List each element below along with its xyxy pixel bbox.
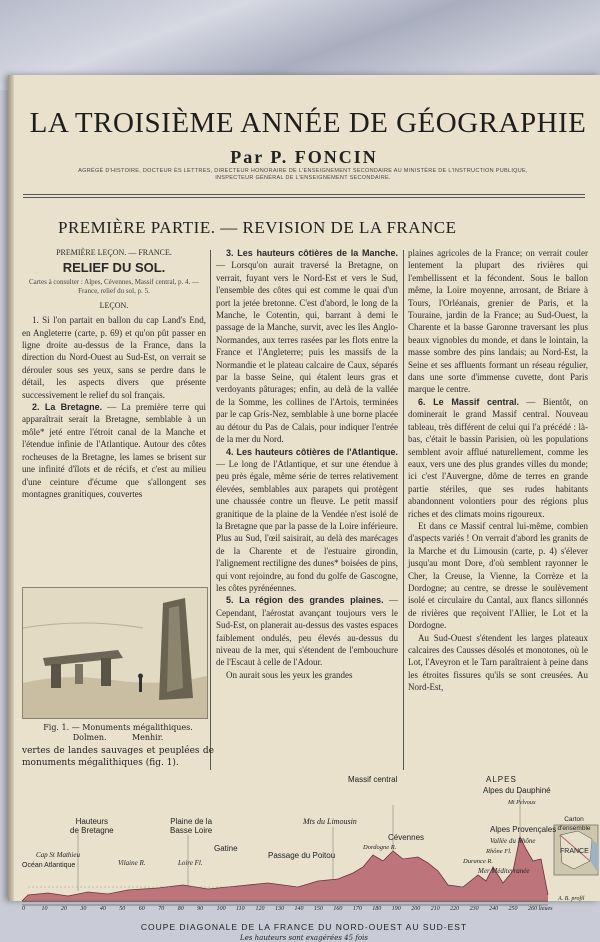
heading-atlantique: 4. Les hauteurs côtières de l'Atlantique. (226, 446, 398, 457)
paragraph-6-text: — Bientôt, on dominerait le grand Massif central. Nouveau tableau, très différent de celui qui l'a précédé : là-bas, c'était le bassin Parisien, où les populations semblent avoir afflué naturellement, comme les eaux, vers une des plus grandes villes du monde; ici c'est l'Auvergne, dôme de terres en grande partie stériles, que ses rudes habitants abandonnent volontiers pour des régions plus riches et des climats moins rigoureux. (408, 396, 588, 519)
paragraph-3 (216, 247, 398, 446)
distance-tick: 40 (99, 906, 106, 912)
distance-tick: 170 (352, 906, 362, 912)
distance-tick: 20 (60, 906, 67, 912)
credentials-line-1: AGRÉGÉ D'HISTOIRE, DOCTEUR ÈS LETTRES, DIRECTEUR HONORAIRE DE L'ENSEIGNEMENT SECONDAIRE AU MINISTÈRE DE L'INSTRUCTION PUBLIQUE, (78, 168, 528, 174)
part-title: PREMIÈRE PARTIE. — REVISION DE LA FRANCE (58, 218, 457, 237)
paragraph-1: 1. Si l'on partait en ballon du cap Land's End, en Angleterre (carte, p. 69) et qu'on pût passer en ligne droite au-dessus de la France, dans la direction du Nord-Ouest au Sud-Est, on verrait se dérouler sous ses yeux, sans se perdre dans le détail, les aspects divers que présente successivement le relief du sol français. (22, 315, 206, 400)
page-title: LA TROISIÈME ANNÉE DE GÉOGRAPHIE (29, 107, 587, 139)
column-3 (408, 247, 588, 694)
label-limousin: Mts du Limousin (303, 817, 357, 826)
distance-tick: 160 (333, 906, 343, 912)
column-rule-2 (403, 250, 404, 770)
label-france: FRANCE (560, 848, 589, 855)
distance-tick: 240 (489, 906, 499, 912)
paragraph-5-text: — Cependant, l'aérostat avançant toujours vers le Sud-Est, on planerait au-dessus des vastes espaces faiblement ondulés, peu élevés au-dessus du niveau de la mer, qui s'étendent de l'embouchure de l'Escaut à celle de l'Adour. (216, 595, 399, 668)
paragraph-2-text: — La première terre qui apparaîtrait serait la Bretagne, semblable à un môle* jeté entre l'étroit canal de la Manche et l'étendue infinie de l'Atlantique. Autour des côtes rocheuses de la Bretagne, les lames se brisent sur une infinité d'îlots et de récifs, et c'est au milieu d'une ceinture d'écume que s'allongent ses montagnes granitiques, couvertes (22, 402, 206, 499)
book-page (8, 75, 600, 942)
paragraph-6 (408, 396, 588, 520)
label-alpes-dauphine: Alpes du Dauphiné (483, 786, 551, 795)
label-vilaine: Vilaine R. (118, 859, 146, 867)
section-title: RELIEF DU SOL. (62, 260, 166, 276)
label-cap-mathieu: Cap St Mathieu (36, 851, 80, 859)
label-pelvoux: Mt Pelvoux (508, 800, 536, 806)
figure-megaliths (22, 587, 208, 719)
label-hauteurs-bretagne: Hauteurs de Bretagne (70, 817, 114, 835)
label-carton: Carton d'ensemble (557, 816, 591, 832)
figure-caption-title: Fig. 1. — Monuments mégalithiques. (43, 723, 193, 732)
distance-tick: 80 (177, 906, 184, 912)
lecon-label: LEÇON. (99, 300, 129, 310)
label-poitou: Passage du Poitou (268, 851, 336, 860)
distance-tick: 110 (236, 906, 245, 912)
distance-tick: 30 (80, 906, 87, 912)
distance-tick: 50 (119, 906, 126, 912)
column-1 (22, 247, 206, 500)
distance-tick: 0 (22, 906, 25, 912)
label-massif-central: Massif central (348, 775, 398, 784)
column-rule-1 (210, 250, 211, 770)
label-alpes-provencales: Alpes Provençales (490, 825, 557, 834)
profile-caption: COUPE DIAGONALE DE LA FRANCE DU NORD-OUEST AU SUD-EST (140, 922, 468, 932)
distance-tick: 140 (294, 906, 304, 912)
distance-tick: 150 (313, 906, 323, 912)
distance-tick: 230 (469, 906, 479, 912)
paragraph-4 (216, 446, 398, 595)
distance-tick: 130 (275, 906, 284, 912)
label-gatine: Gatine (214, 844, 238, 853)
paragraph-5b: On aurait sous les yeux les grandes (226, 669, 353, 680)
label-dordogne: Dordogne R. (363, 844, 397, 851)
paragraph-2-end: vertes de landes sauvages et peuplées de monuments mégalithiques (fig. 1). (22, 746, 214, 769)
author-credentials (63, 168, 543, 182)
distance-tick: 210 (430, 906, 440, 912)
distance-tick: 60 (138, 906, 145, 912)
profile-subcaption: Les hauteurs sont exagérées 45 fois (240, 934, 368, 942)
distance-tick: 200 (411, 906, 421, 912)
divider-top-2 (23, 197, 585, 198)
label-ocean: Océan Atlantique (22, 862, 76, 869)
label-rhone: Rhône Fl. (486, 848, 512, 855)
divider-top (23, 194, 585, 195)
paragraph-2 (22, 401, 206, 500)
label-mediterranee: Mer Méditerranée (478, 867, 530, 875)
heading-bretagne: 2. La Bretagne. (32, 402, 103, 413)
distance-tick: 250 (508, 906, 518, 912)
figure-caption (28, 723, 208, 743)
paragraph-3-text: — Lorsqu'on aurait traversé la Bretagne, on verrait, fuyant vers le Nord-Est et vers le Sud, l'ensemble des côtes qui est comme le quai d'un port la jetée bretonne. C'est d'abord, le long de la Manche, le Cotentin, qui, barrant à demi le passage de la Manche, survit, avec les îles Anglo-Normandes, aux terres rasées par les flots entre la France et l'Angleterre; puis les massifs de la Normandie et le plateau calcaire de Caux, séparés par la basse Seine, qui étalent leurs gras et verdoyants pâturages; enfin, au delà de la vallée de la Somme, les collines de l'Artois, terminées par le cap Gris-Nez, semblable à une borne placée au détour du Pas de Calais, pour indiquer l'entrée de la mer du Nord. (216, 260, 398, 445)
label-loire: Loire Fl. (178, 859, 203, 867)
heading-plaines: 5. La région des grandes plaines. (226, 595, 384, 606)
distance-tick: 100 (216, 906, 226, 912)
paragraph-4-text: — Le long de l'Atlantique, et sur une étendue à peu près égale, même série de terres relativement élevées, semblables aux parapets qui protègent une chaussée contre un fleuve. Le petit massif granitique de la plaine de la Vendée n'est isolé de la Bretagne que par la passe de la Loire inférieure. Plus au Sud, l'œil saisirait, au delà des marécages de la Charente et de l'estuaire girondin, l'alignement rectiligne des dunes* boisées de pins, qui vont rejoindre, au fond du golfe de Gascogne, les côtes pyrénéennes. (216, 458, 398, 593)
paragraph-5c: plaines agricoles de la France; on verrait couler lentement la plupart des rivières qui l'embellissent et la fécondent. Sous le ballon même, la Loire moyenne, arrosant, de Briare à Tours, l'Orléanais, grenier de Paris, et la Touraine, jardin de la France; au Sud-Ouest, la Charente et la basse Garonne traversant les plus beaux vignobles du monde, et dans le lointain, la masse sombre des pins landais; au Nord-Est, la Seine et ses affluents formant un réseau régulier, dans une sorte d'immense cuvette, dont Paris marque le centre. (408, 248, 588, 395)
megalith-illustration (23, 588, 207, 718)
label-cevennes: Cévennes (388, 833, 425, 842)
distance-tick: 90 (197, 906, 204, 912)
label-vallee-rhone: Vallée du Rhône (490, 837, 536, 845)
maps-to-consult: Cartes à consulter : Alpes, Cévennes, Massif central, p. 4. — France, relief du sol, p. 5. (28, 277, 200, 295)
distance-tick: 220 (450, 906, 460, 912)
figure-caption-labels: Dolmen. Menhir. (72, 733, 164, 742)
label-alpes: ALPES (486, 775, 517, 784)
paragraph-5 (216, 594, 398, 668)
distance-tick: 180 (372, 906, 382, 912)
label-scale: A. B. profil (558, 896, 585, 902)
author-line: Par P. FONCIN (230, 147, 378, 167)
lecon-heading: PREMIÈRE LEÇON. — FRANCE. (56, 248, 172, 257)
paragraph-7: Et dans ce Massif central lui-même, combien d'aspects variés ! On verrait d'abord les granits de la Marche et du Limousin (carte, p. 4) s'élever jusqu'au mont Dore, d'où semblent rayonner le Cher, la Creuse, la Vienne, la Corrèze et la Dordogne; au centre, se dresse le soulèvement isolé et circulaire du Cantal, aux flancs sillonnés de rivières que reçoivent l'Allier, le Lot et la Dordogne. (408, 520, 588, 631)
column-2 (216, 247, 398, 681)
distance-tick: 190 (391, 906, 401, 912)
heading-massif: 6. Le Massif central. (418, 396, 520, 407)
distance-tick: 70 (158, 906, 165, 912)
heading-manche: 3. Les hauteurs côtières de la Manche. (226, 248, 398, 258)
paragraph-8: Au Sud-Ouest s'étendent les larges plateaux calcaires des Causses désolés et monotones, où le Lot, l'Aveyron et le Tarn paraîtraient à peine dans les étroites fissures qu'ils se sont creusées. Au Nord-Est, (408, 632, 588, 693)
distance-tick: 120 (255, 906, 265, 912)
distance-tick: 260 lieues (528, 906, 553, 912)
distance-tick: 10 (41, 906, 48, 912)
label-plaine-loire: Plaine de la Basse Loire (170, 817, 213, 835)
label-durance: Durance R. (463, 858, 493, 865)
credentials-line-2: INSPECTEUR GÉNÉRAL DE L'ENSEIGNEMENT SECONDAIRE. (215, 175, 391, 181)
